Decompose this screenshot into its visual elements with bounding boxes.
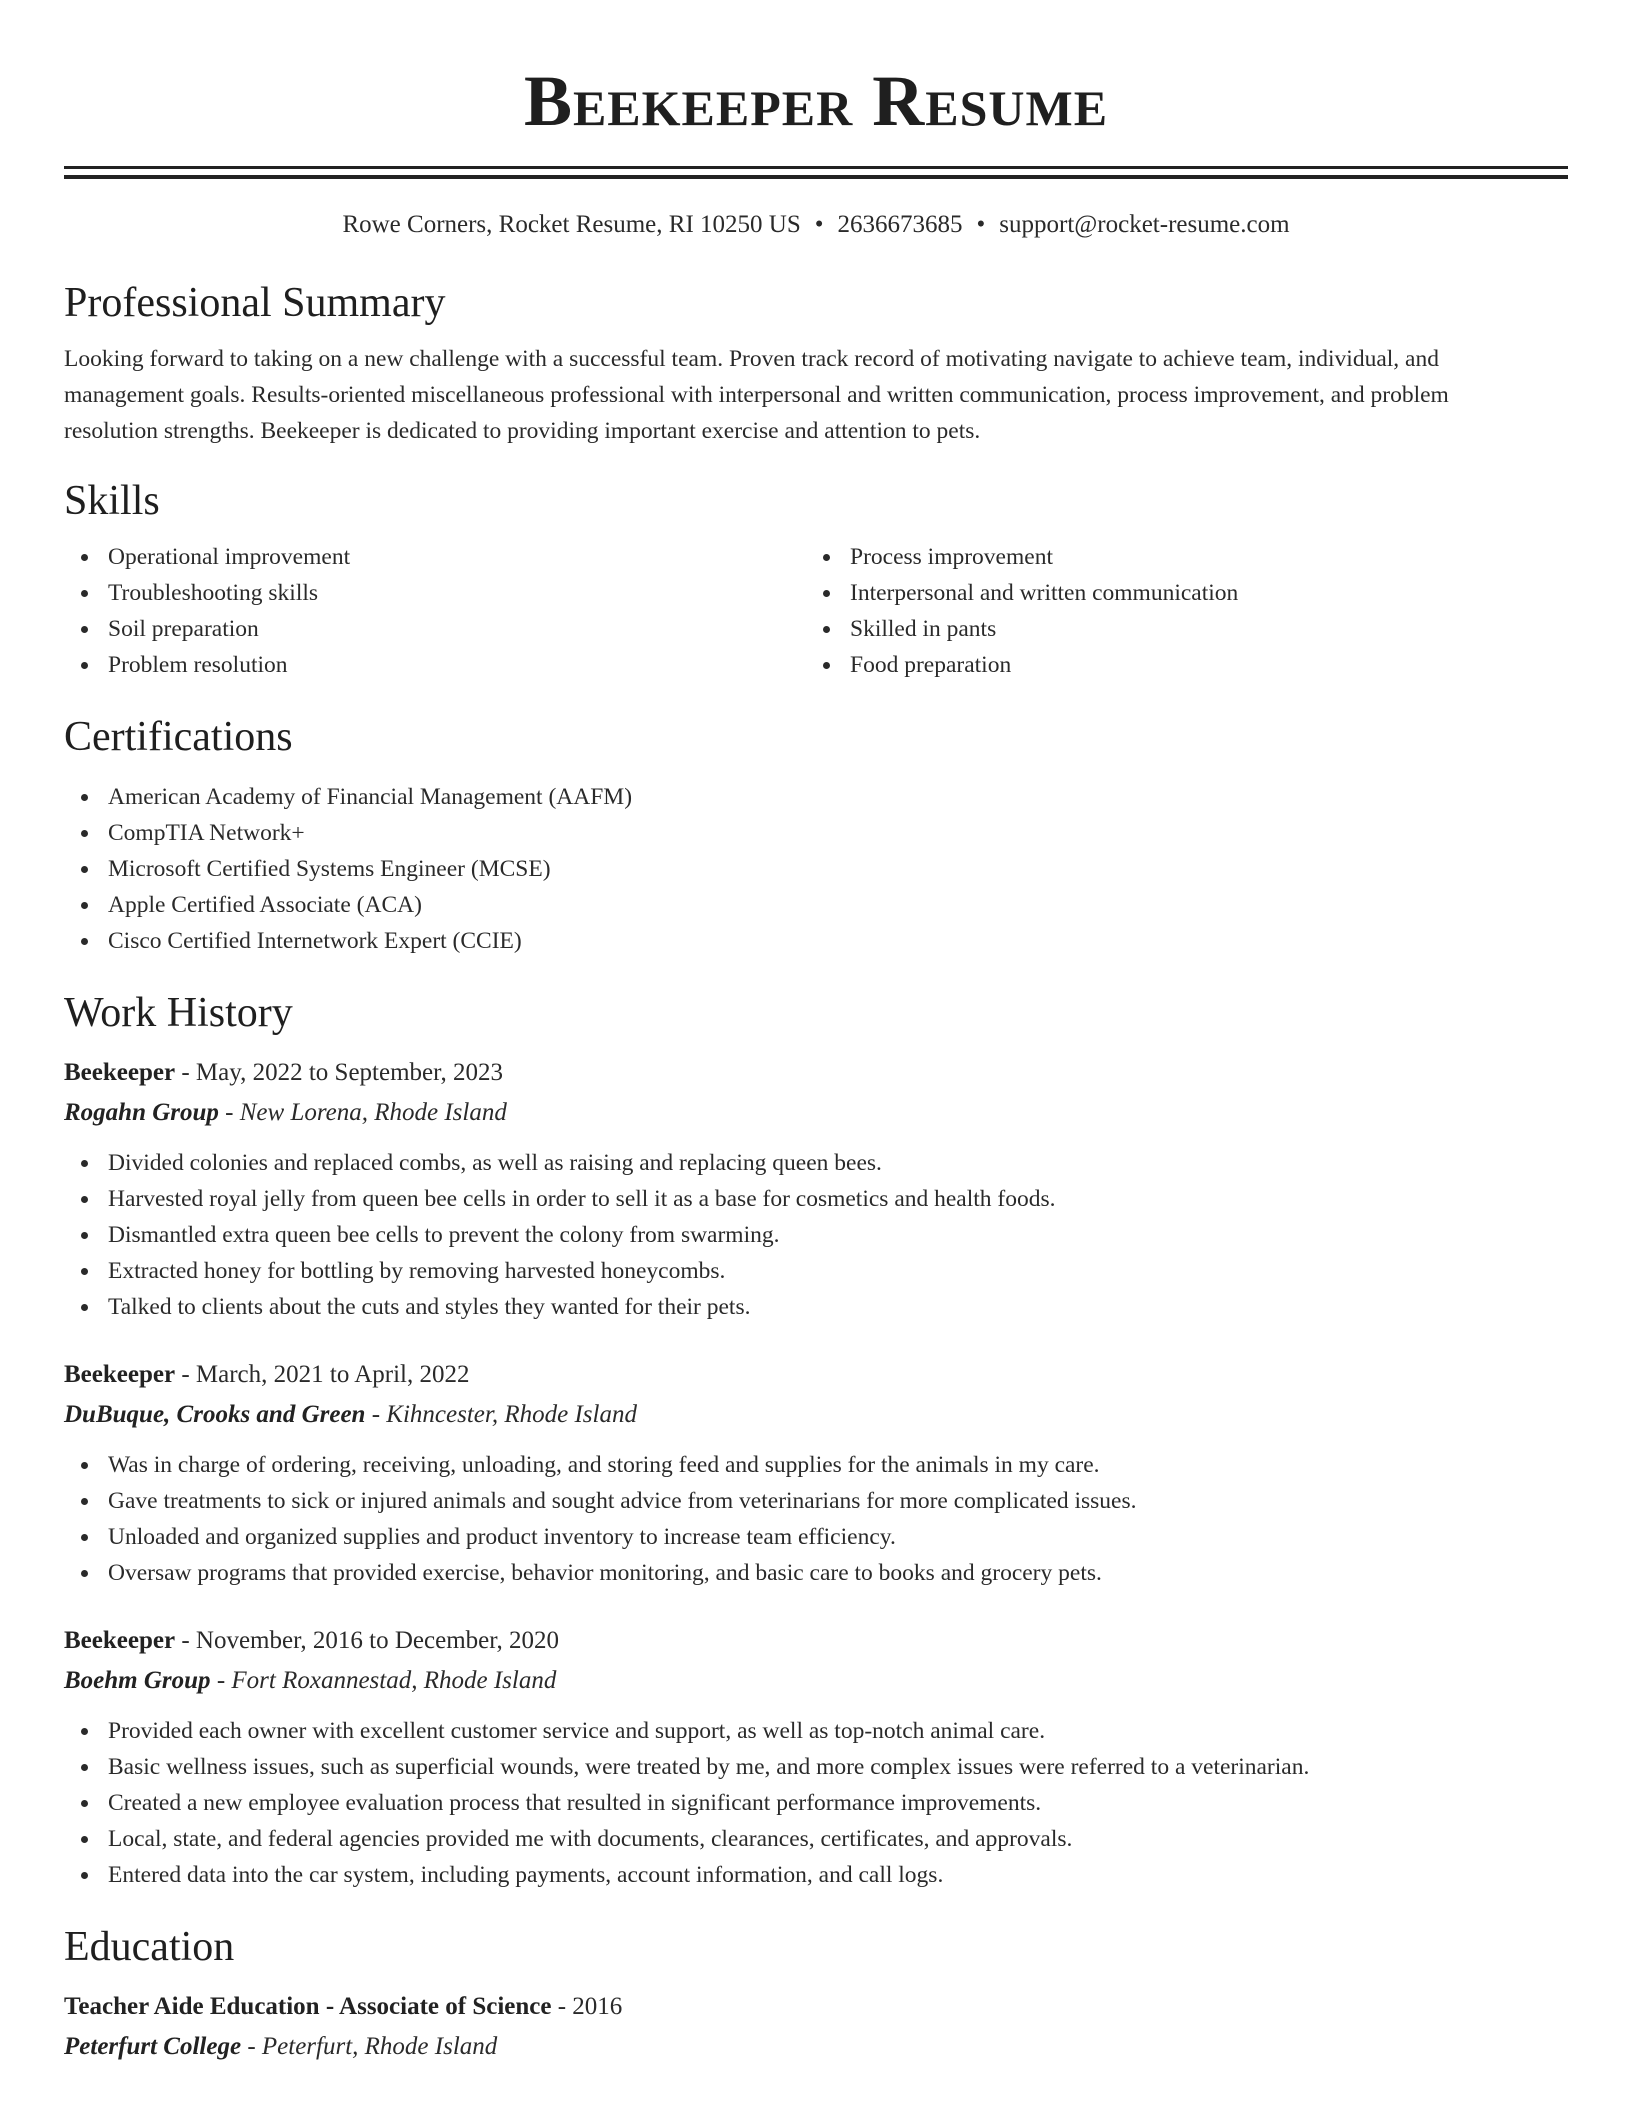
certification-item: Cisco Certified Internetwork Expert (CCIE) [64, 923, 1568, 959]
education-school-line [64, 2027, 1568, 2067]
job-bullet: Divided colonies and replaced combs, as well as raising and replacing queen bees. [64, 1145, 1568, 1181]
summary-text [64, 341, 1568, 449]
title-rule-bottom [64, 175, 1568, 179]
resume-title: Beekeeper Resume [523, 61, 1109, 141]
job-title: Beekeeper [64, 1627, 176, 1654]
contact-line [64, 207, 1568, 243]
education-degree: Teacher Aide Education - Associate of Science [64, 1993, 552, 2020]
job-title: Beekeeper [64, 1059, 176, 1086]
job-company: Rogahn Group [64, 1099, 219, 1126]
summary-heading: Professional Summary [64, 280, 446, 326]
job-bullets [64, 1713, 1568, 1893]
job-company-line [64, 1395, 1568, 1435]
contact-email: support@rocket-resume.com [999, 211, 1290, 238]
skill-item: Troubleshooting skills [64, 575, 806, 611]
work-history-heading: Work History [64, 990, 293, 1036]
skill-item: Problem resolution [64, 647, 806, 683]
contact-phone: 2636673685 [837, 211, 963, 238]
certification-item: Microsoft Certified Systems Engineer (MCSE) [64, 851, 1568, 887]
job-bullet: Provided each owner with excellent customer service and support, as well as top-notch animal care. [64, 1713, 1568, 1749]
summary-line: Looking forward to taking on a new challenge with a successful team. Proven track record of motivating navigate to achieve team, individual, and [64, 346, 1439, 372]
skill-item: Interpersonal and written communication [806, 575, 1548, 611]
skills-column-right [806, 539, 1548, 683]
job-location: - New Lorena, Rhode Island [218, 1099, 507, 1126]
job-entry [64, 1053, 1568, 1325]
contact-address: Rowe Corners, Rocket Resume, RI 10250 US [342, 211, 801, 238]
summary-line: management goals. Results-oriented miscellaneous professional with interpersonal and written communication, process improvement, and problem [64, 382, 1449, 408]
job-dates: - May, 2022 to September, 2023 [175, 1059, 503, 1086]
job-title: Beekeeper [64, 1361, 176, 1388]
education-location: - Peterfurt, Rhode Island [241, 2033, 498, 2060]
certification-item: CompTIA Network+ [64, 815, 1568, 851]
title-rule-top [64, 166, 1568, 169]
skill-item: Skilled in pants [806, 611, 1548, 647]
job-bullet: Talked to clients about the cuts and styles they wanted for their pets. [64, 1289, 1568, 1325]
job-dates: - March, 2021 to April, 2022 [175, 1361, 470, 1388]
education-entry [64, 1987, 1568, 2067]
job-entry [64, 1355, 1568, 1591]
job-bullet: Local, state, and federal agencies provided me with documents, clearances, certificates, and approvals. [64, 1821, 1568, 1857]
job-company: DuBuque, Crooks and Green [64, 1401, 366, 1428]
contact-separator: • [976, 211, 986, 238]
summary-line: resolution strengths. Beekeeper is dedicated to providing important exercise and attention to pets. [64, 418, 981, 444]
job-location: - Fort Roxannestad, Rhode Island [210, 1667, 557, 1694]
job-bullet: Harvested royal jelly from queen bee cells in order to sell it as a base for cosmetics and health foods. [64, 1181, 1568, 1217]
skill-item: Process improvement [806, 539, 1548, 575]
education-school: Peterfurt College [64, 2033, 242, 2060]
certification-item: American Academy of Financial Management (AAFM) [64, 779, 1568, 815]
job-dates: - November, 2016 to December, 2020 [175, 1627, 560, 1654]
job-entry [64, 1621, 1568, 1893]
job-bullets [64, 1145, 1568, 1325]
job-bullet: Entered data into the car system, including payments, account information, and call logs. [64, 1857, 1568, 1893]
job-bullets [64, 1447, 1568, 1591]
certifications-list [64, 779, 1568, 959]
job-bullet: Oversaw programs that provided exercise, behavior monitoring, and basic care to books and grocery pets. [64, 1555, 1568, 1591]
job-bullet: Created a new employee evaluation process that resulted in significant performance improvements. [64, 1785, 1568, 1821]
job-location: - Kihncester, Rhode Island [365, 1401, 637, 1428]
education-year: - 2016 [551, 1993, 623, 2020]
skills-list [64, 539, 1568, 683]
skills-column-left [64, 539, 806, 683]
skills-heading: Skills [64, 478, 160, 524]
skill-item: Soil preparation [64, 611, 806, 647]
certifications-heading: Certifications [64, 714, 293, 760]
job-bullet: Unloaded and organized supplies and product inventory to increase team efficiency. [64, 1519, 1568, 1555]
contact-separator: • [814, 211, 824, 238]
job-title-line [64, 1621, 1568, 1661]
job-bullet: Gave treatments to sick or injured animals and sought advice from veterinarians for more complicated issues. [64, 1483, 1568, 1519]
job-bullet: Basic wellness issues, such as superficial wounds, were treated by me, and more complex issues were referred to a veterinarian. [64, 1749, 1568, 1785]
job-company: Boehm Group [64, 1667, 211, 1694]
job-title-line [64, 1053, 1568, 1093]
skill-item: Operational improvement [64, 539, 806, 575]
education-heading: Education [64, 1924, 235, 1970]
job-company-line [64, 1661, 1568, 1701]
job-bullet: Extracted honey for bottling by removing harvested honeycombs. [64, 1253, 1568, 1289]
job-bullet: Dismantled extra queen bee cells to prevent the colony from swarming. [64, 1217, 1568, 1253]
skill-item: Food preparation [806, 647, 1548, 683]
education-degree-line [64, 1987, 1568, 2027]
job-company-line [64, 1093, 1568, 1133]
certification-item: Apple Certified Associate (ACA) [64, 887, 1568, 923]
job-title-line [64, 1355, 1568, 1395]
job-bullet: Was in charge of ordering, receiving, unloading, and storing feed and supplies for the animals in my care. [64, 1447, 1568, 1483]
